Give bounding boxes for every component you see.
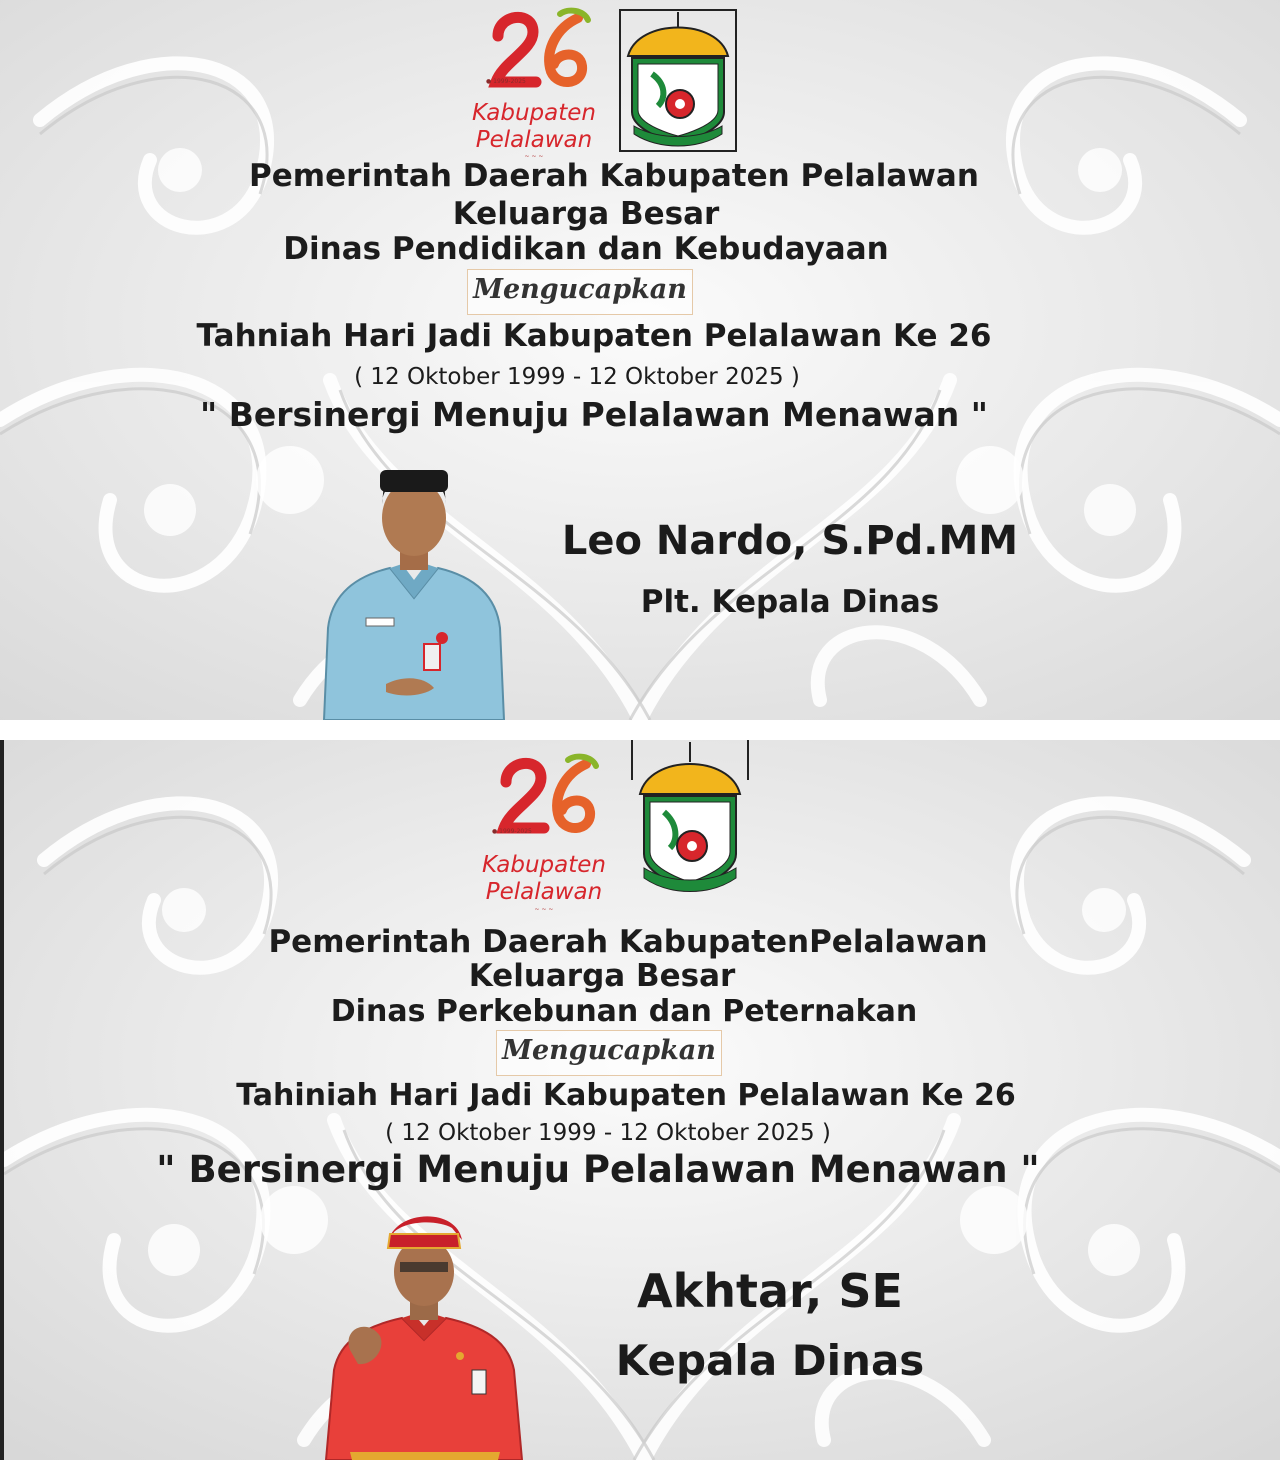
script-greeting-label: Mengucapkan [467,269,693,315]
pelalawan-emblem [630,740,750,900]
official-portrait [316,448,512,720]
logo-tagline: ~ ~ ~ [534,906,554,913]
greeting-line-department: Dinas Perkebunan dan Peternakan [330,994,918,1029]
anniversary-years-small: ● 1999-2025 [492,828,532,835]
greeting-line-family: Keluarga Besar [452,196,720,232]
pelalawan-emblem [618,8,738,153]
greeting-line-dates: ( 12 Oktober 1999 - 12 Oktober 2025 ) [385,1120,831,1146]
greeting-line-motto: " Bersinergi Menuju Pelalawan Menawan " [156,1148,1040,1191]
greeting-line-department: Dinas Pendidikan dan Kebudayaan [283,231,889,267]
official-position: Plt. Kepala Dinas [640,584,940,620]
greeting-line-dates: ( 12 Oktober 1999 - 12 Oktober 2025 ) [354,364,800,390]
official-position: Kepala Dinas [615,1336,925,1385]
official-name: Akhtar, SE [637,1264,903,1318]
greeting-line-family: Keluarga Besar [468,958,736,994]
greeting-line-government: Pemerintah Daerah KabupatenPelalawan [268,924,988,960]
official-name: Leo Nardo, S.Pd.MM [561,518,1019,564]
logo-tagline: ~ ~ ~ [524,153,544,160]
greeting-line-motto: " Bersinergi Menuju Pelalawan Menawan " [200,395,988,434]
greeting-banner-1 [0,0,1280,720]
greeting-banner-2 [0,740,1280,1460]
greeting-line-anniversary: Tahniah Hari Jadi Kabupaten Pelalawan Ke 26 [196,318,992,354]
greeting-line-anniversary: Tahiniah Hari Jadi Kabupaten Pelalawan Ke 26 [236,1078,1016,1113]
greeting-line-government: Pemerintah Daerah Kabupaten Pelalawan [249,158,979,194]
logo-text: Kabupaten Pelalawan [482,852,606,905]
anniversary-years-small: ● 1999-2025 [486,78,526,85]
logo-text: Kabupaten Pelalawan [472,100,596,153]
official-portrait [320,1200,530,1460]
script-greeting-label: Mengucapkan [496,1030,722,1076]
